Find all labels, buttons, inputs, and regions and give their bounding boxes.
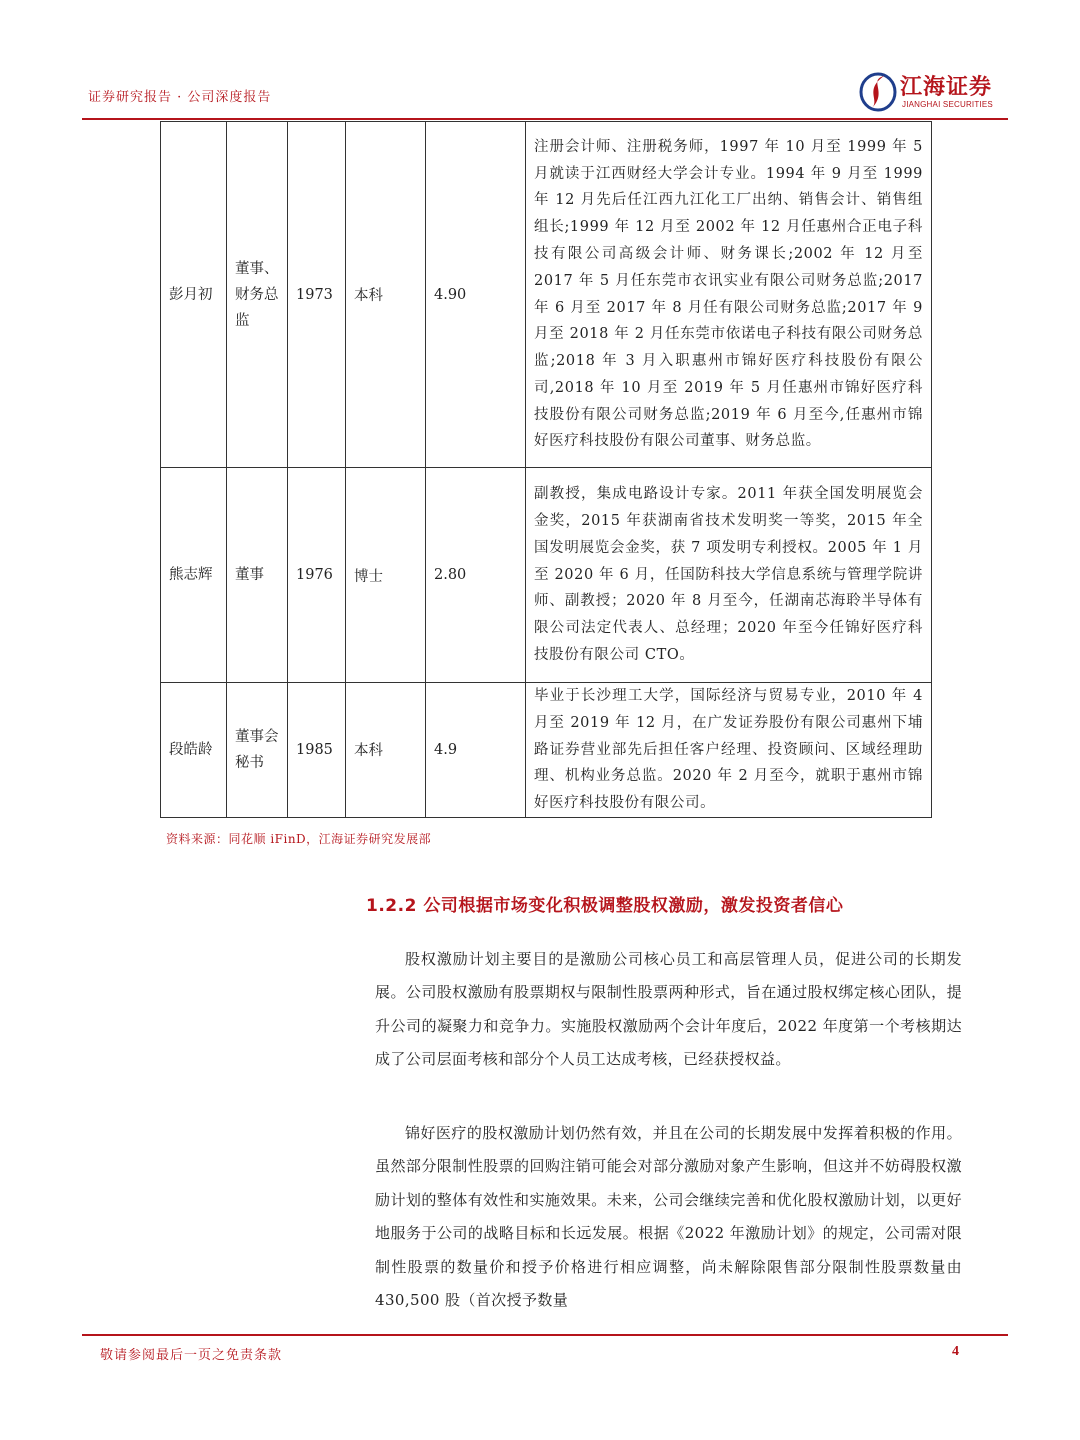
value-cell: 4.90	[426, 122, 526, 468]
source-note: 资料来源：同花顺 iFinD，江海证券研究发展部	[166, 832, 432, 846]
company-logo	[858, 70, 1008, 114]
report-header-title: 证券研究报告 · 公司深度报告	[88, 90, 272, 105]
footer-disclaimer: 敬请参阅最后一页之免责条款	[100, 1348, 283, 1363]
value-cell: 4.9	[426, 683, 526, 818]
value-cell: 2.80	[426, 468, 526, 683]
person-name: 段皓龄	[161, 683, 227, 818]
person-name: 彭月初	[161, 122, 227, 468]
person-role: 董事会秘书	[227, 683, 288, 818]
header-divider	[82, 118, 1008, 120]
birth-year: 1985	[288, 683, 346, 818]
footer-divider	[82, 1334, 1008, 1336]
logo-emblem-icon	[858, 72, 898, 112]
person-role: 董事	[227, 468, 288, 683]
page-number: 4	[952, 1344, 959, 1359]
person-bio: 毕业于长沙理工大学，国际经济与贸易专业，2010 年 4 月至 2019 年 12 月，在广发证券股份有限公司惠州下埔路证券营业部先后担任客户经理、投资顾问、区域经理助理、机构业务总监。2020 年 2 月至今，就职于惠州市锦好医疗科技股份有限公司。	[526, 683, 932, 818]
person-bio: 副教授，集成电路设计专家。2011 年获全国发明展览会金奖，2015 年获湖南省技术发明奖一等奖，2015 年全国发明展览会金奖，获 7 项发明专利授权。2005 年 1 月至 2020 年 6 月，任国防科技大学信息系统与管理学院讲师、副教授；2020 年 8 月至今，任湖南芯海聆半导体有限公司法定代表人、总经理；2020 年至今任锦好医疗科技股份有限公司 CTO。	[526, 468, 932, 683]
birth-year: 1973	[288, 122, 346, 468]
body-paragraph-1	[375, 943, 962, 1077]
logo-english-name: JIANGHAI SECURITIES	[902, 100, 993, 109]
table-row	[161, 468, 932, 683]
body-paragraph-2	[375, 1117, 962, 1317]
paragraph-text: 锦好医疗的股权激励计划仍然有效，并且在公司的长期发展中发挥着积极的作用。虽然部分限制性股票的回购注销可能会对部分激励对象产生影响，但这并不妨碍股权激励计划的整体有效性和实施效果。未来，公司会继续完善和优化股权激励计划，以更好地服务于公司的战略目标和长远发展。根据《2022 年激励计划》的规定，公司需对限制性股票的数量价和授予价格进行相应调整，尚未解除限售部分限制性股票数量由 430,500 股（首次授予数量	[375, 1124, 962, 1310]
education: 本科	[346, 683, 426, 818]
logo-chinese-name: 江海证券	[900, 75, 993, 100]
birth-year: 1976	[288, 468, 346, 683]
section-heading: 1.2.2 公司根据市场变化积极调整股权激励，激发投资者信心	[366, 896, 844, 916]
paragraph-text: 股权激励计划主要目的是激励公司核心员工和高层管理人员，促进公司的长期发展。公司股权激励有股票期权与限制性股票两种形式，旨在通过股权绑定核心团队，提升公司的凝聚力和竞争力。实施股权激励两个会计年度后，2022 年度第一个考核期达成了公司层面考核和部分个人员工达成考核，已经获授权益。	[375, 950, 962, 1069]
table-row	[161, 683, 932, 818]
table-row	[161, 122, 932, 468]
management-table	[160, 121, 932, 818]
person-name: 熊志辉	[161, 468, 227, 683]
person-bio: 注册会计师、注册税务师，1997 年 10 月至 1999 年 5 月就读于江西财经大学会计专业。1994 年 9 月至 1999 年 12 月先后任江西九江化工厂出纳、销售会计、销售组组长;1999 年 12 月至 2002 年 12 月任惠州合正电子科技有限公司高级会计师、财务课长;2002 年 12 月至 2017 年 5 月任东莞市衣讯实业有限公司财务总监;2017 年 6 月至 2017 年 8 月任有限公司财务总监;2017 年 9 月至 2018 年 2 月任东莞市依诺电子科技有限公司财务总监;2018 年 3 月入职惠州市锦好医疗科技股份有限公司,2018 年 10 月至 2019 年 5 月任惠州市锦好医疗科技股份有限公司财务总监;2019 年 6 月至今,任惠州市锦好医疗科技股份有限公司董事、财务总监。	[526, 122, 932, 468]
education: 博士	[346, 468, 426, 683]
person-role: 董事、财务总监	[227, 122, 288, 468]
education: 本科	[346, 122, 426, 468]
